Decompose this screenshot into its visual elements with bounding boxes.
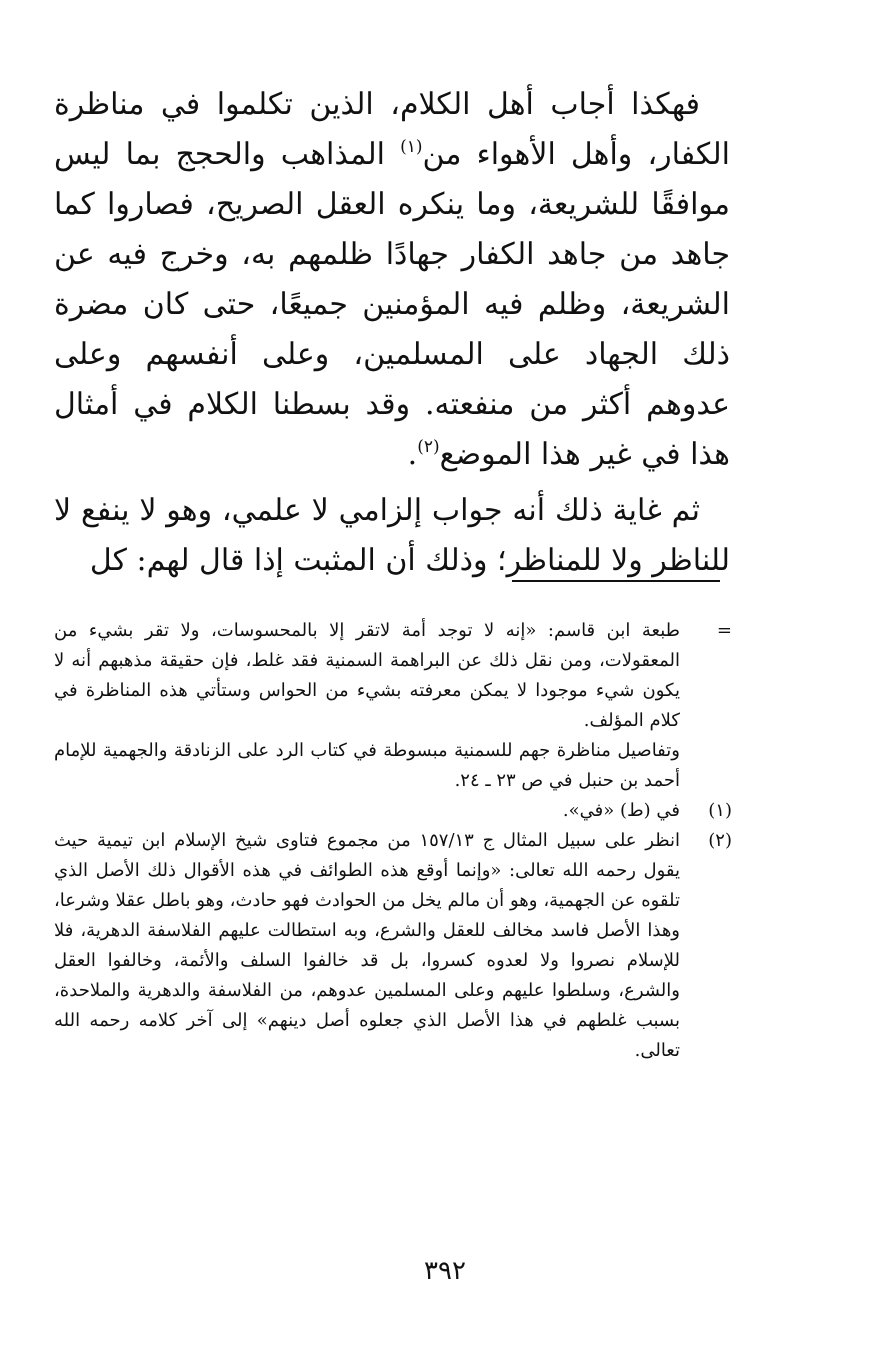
paragraph-1-text-a: فهكذا أجاب أهل الكلام، الذين تكلموا في مناظرة الكفار، وأهل الأهواء من [54, 87, 730, 172]
footnotes [54, 616, 732, 1066]
footnote-1 [54, 796, 732, 826]
paragraph-1-text-c: . [407, 437, 418, 472]
footnote-text: طبعة ابن قاسم: «إنه لا توجد أمة لاتقر إلا بالمحسوسات، ولا تقر بشيء من المعقولات، ومن نقل ذلك عن البراهمة السمنية فقد غلط، فإن حقيقة مذهبهم أنه لا يكون شيء موجودا لا يمكن معرفته بشيء من الحواس وستأتي هذه المناظرة في كلام المؤلف. [54, 620, 680, 731]
footnote-text: انظر على سبيل المثال ج ١٥٧/١٣ من مجموع فتاوى شيخ الإسلام ابن تيمية حيث يقول رحمه الله تعالى: «وإنما أوقع هذه الطوائف في هذه الأقوال ذلك الأصل الذي تلقوه عن الجهمية، وهو أن مالم يخل من الحوادث فهو حادث، وهو باطل عقلا وشرعا، وهذا الأصل فاسد مخالف للعقل والشرع، وبه استطالت عليهم الفلاسفة الدهرية، فلا للإسلام نصروا ولا لعدوه كسروا، بل قد خالفوا السلف والأئمة، وخالفوا العقل والشرع، وسلطوا عليهم وعلى المسلمين عدوهم، من الفلاسفة والدهرية والملاحدة، بسبب غلطهم في هذا الأصل الذي جعلوه أصل دينهم» إلى آخر كلامه رحمه الله تعالى. [54, 830, 680, 1061]
footnote-marker: = [716, 620, 732, 641]
footnote-number: (٢) [708, 830, 732, 851]
paragraph-1-text-b: المذاهب والحجج بما ليس موافقًا للشريعة، وما ينكره العقل الصريح، فصاروا كما جاهد من جاهد الكفار جهادًا ظلمهم به، وخرج فيه عن الشريعة، وظلم فيه المؤمنين جميعًا، حتى كان مضرة ذلك الجهاد على المسلمين، وعلى أنفسهم وعلى عدوهم أكثر من منفعته. وقد بسطنا الكلام في أمثال هذا في غير هذا الموضع [54, 137, 730, 472]
main-paragraph-1 [54, 80, 730, 480]
main-paragraph-2: ثم غاية ذلك أنه جواب إلزامي لا علمي، وهو لا ينفع لا للناظر ولا للمناظر؛ وذلك أن المثبت إذا قال لهم: كل [54, 493, 730, 578]
footnote-ref-2[interactable]: (٢) [417, 437, 440, 457]
footnote-continued-2 [54, 736, 732, 796]
footnote-ref-1[interactable]: (١) [400, 137, 423, 157]
footnote-text: وتفاصيل مناظرة جهم للسمنية مبسوطة في كتاب الرد على الزنادقة والجهمية للإمام أحمد بن حنبل في ص ٢٣ ـ ٢٤. [54, 740, 680, 791]
footnote-text: في (ط) «في». [562, 800, 680, 821]
page-number: ٣٩٢ [424, 1256, 466, 1286]
footnote-separator [512, 580, 720, 582]
footnote-2 [54, 826, 732, 1066]
main-text [54, 80, 730, 586]
footnote-number: (١) [708, 800, 732, 821]
footnote-continued [54, 616, 732, 736]
